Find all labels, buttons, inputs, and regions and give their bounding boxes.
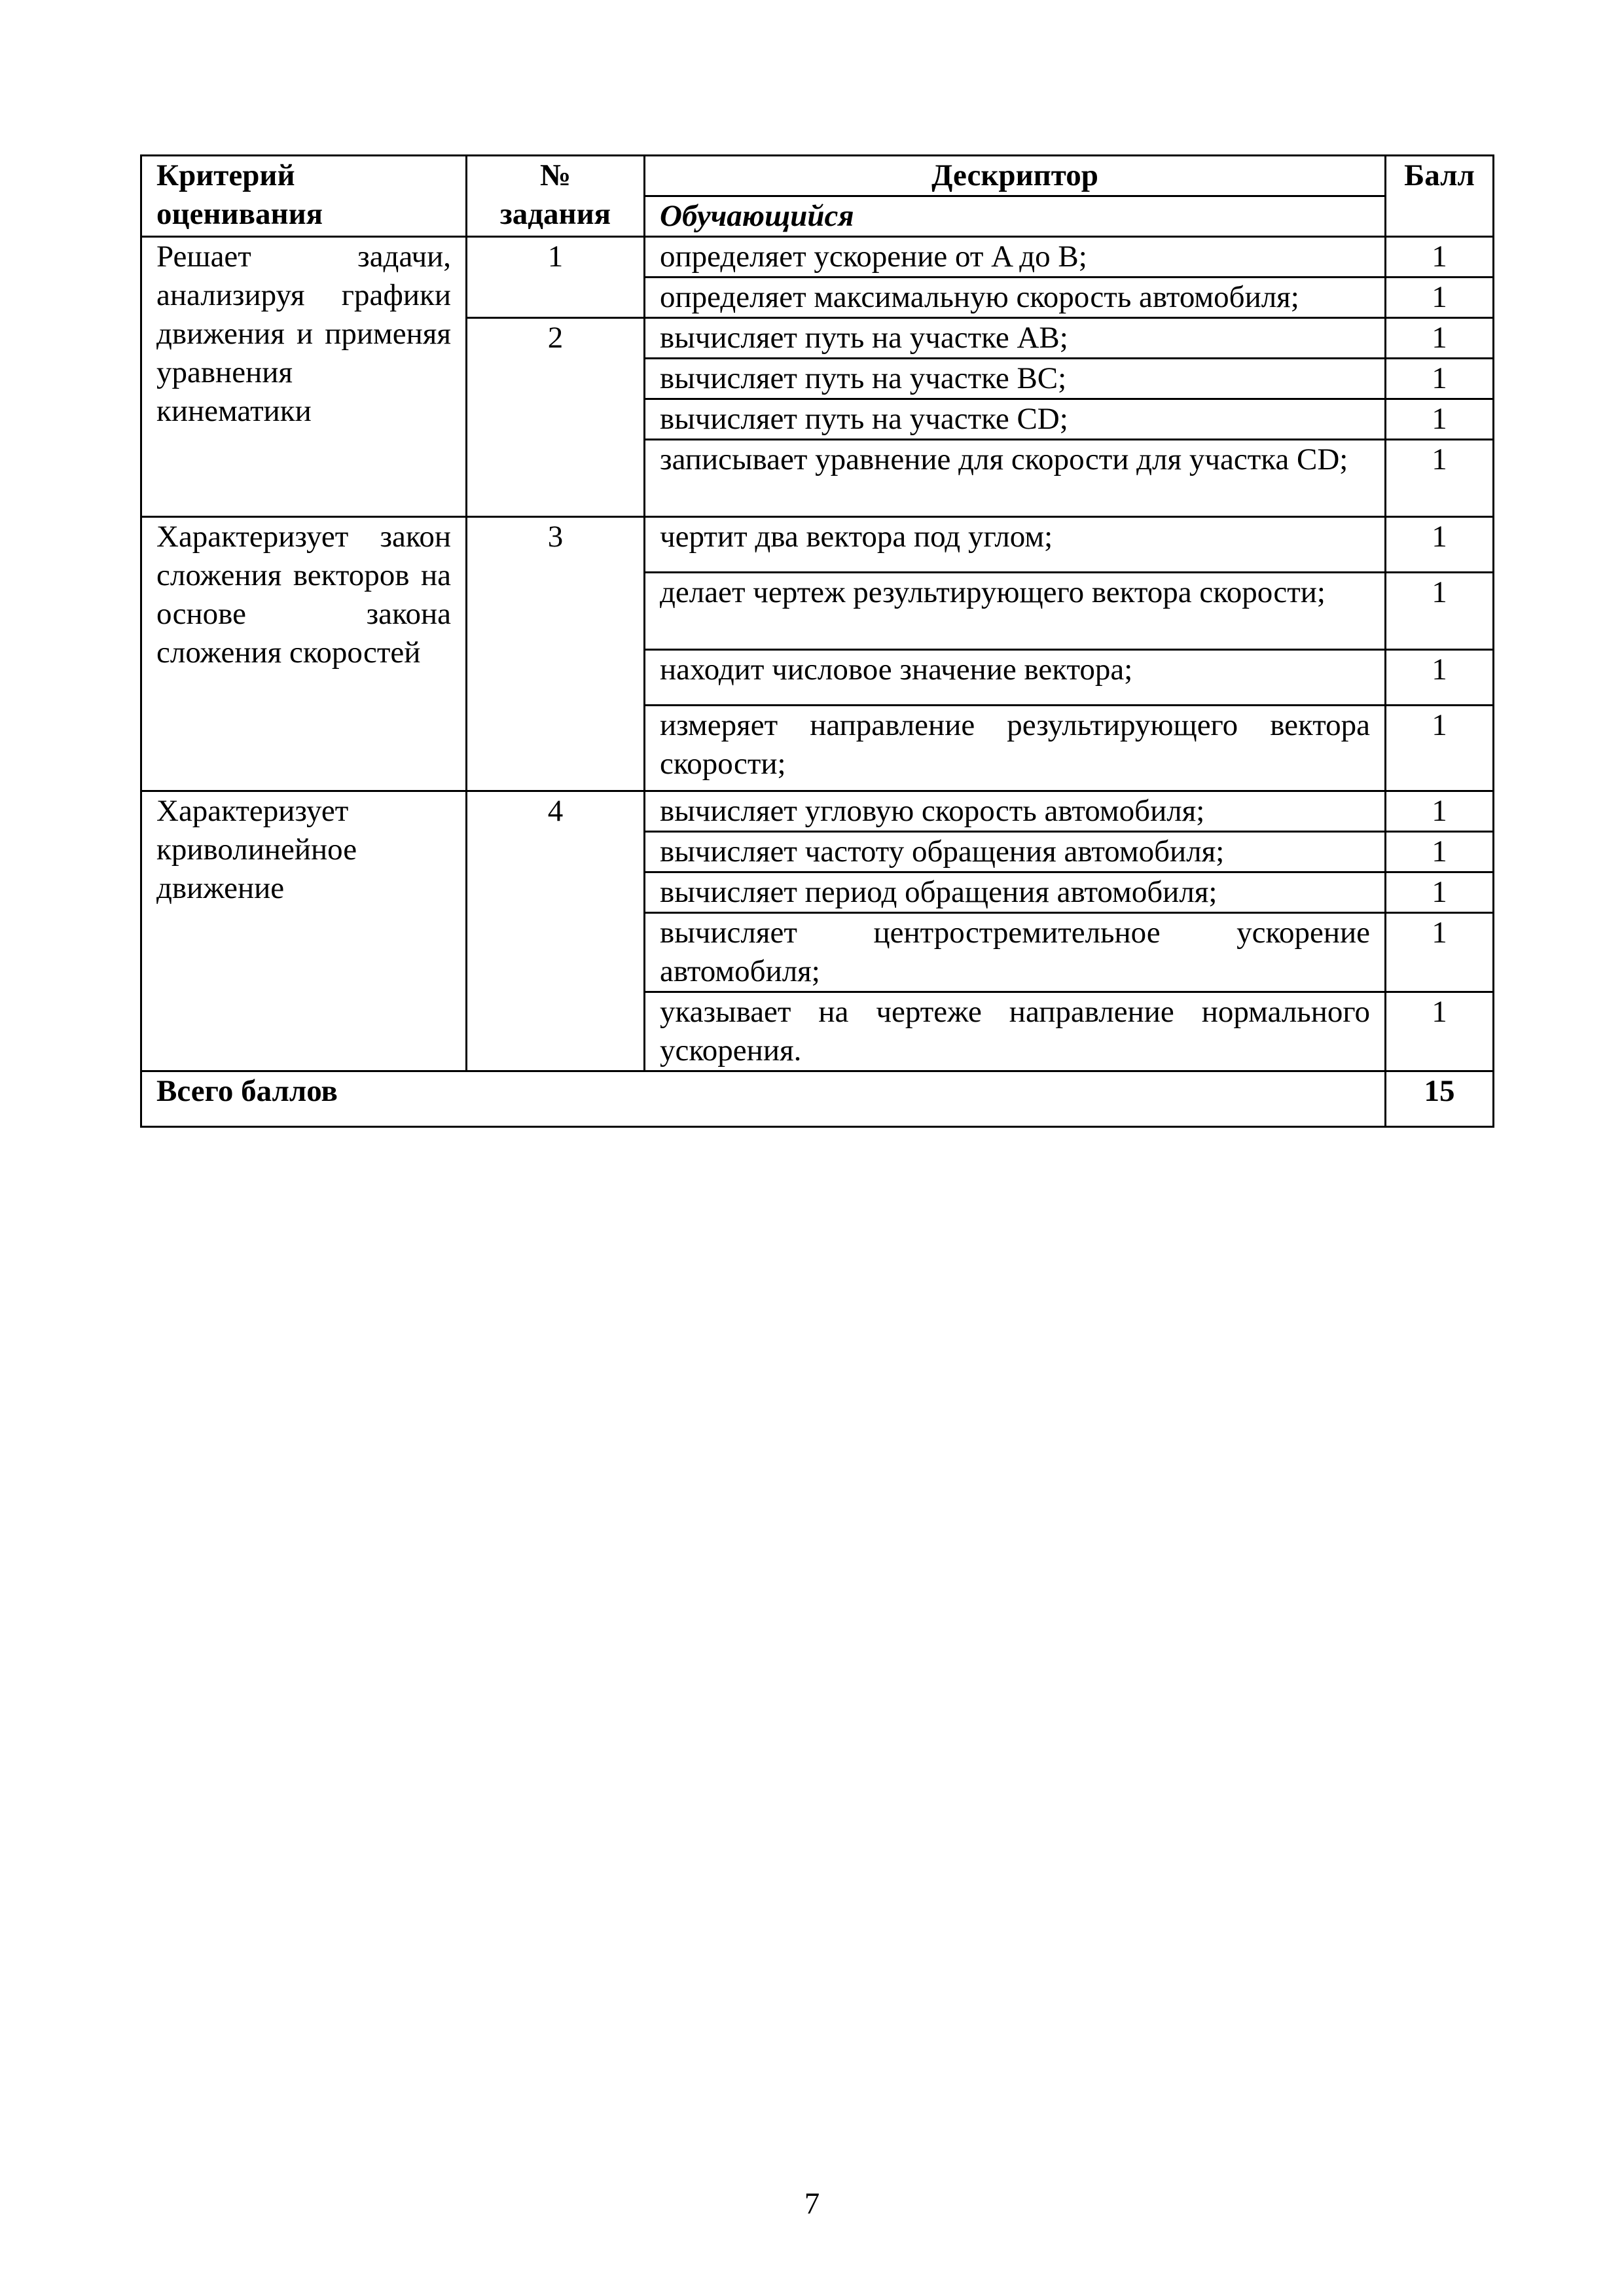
header-score: Балл xyxy=(1386,156,1494,237)
header-criterion: Критерий оценивания xyxy=(141,156,467,237)
score-cell: 1 xyxy=(1386,359,1494,399)
score-cell: 1 xyxy=(1386,913,1494,992)
descriptor-cell: вычисляет центростремительное ускорение автомобиля; xyxy=(645,913,1386,992)
total-value: 15 xyxy=(1386,1071,1494,1127)
criterion-cell: Характеризует закон сложения векторов на основе закона сложения скоростей xyxy=(141,517,467,791)
header-row xyxy=(141,156,1494,196)
descriptor-cell: записывает уравнение для скорости для участка CD; xyxy=(645,440,1386,517)
table-row xyxy=(141,517,1494,573)
criterion-cell: Характеризует криволинейное движение xyxy=(141,791,467,1071)
descriptor-cell: вычисляет угловую скорость автомобиля; xyxy=(645,791,1386,832)
rubric-body xyxy=(141,156,1494,1127)
header-descriptor-sub: Обучающийся xyxy=(645,196,1386,237)
header-task-number: № задания xyxy=(467,156,645,237)
descriptor-cell: делает чертеж результирующего вектора скорости; xyxy=(645,573,1386,650)
task-number-cell: 2 xyxy=(467,318,645,517)
score-cell: 1 xyxy=(1386,573,1494,650)
score-cell: 1 xyxy=(1386,318,1494,359)
total-label: Всего баллов xyxy=(141,1071,1386,1127)
score-cell: 1 xyxy=(1386,399,1494,440)
task-number-cell: 3 xyxy=(467,517,645,791)
criterion-cell: Решает задачи, анализируя графики движения и применяя уравнения кинематики xyxy=(141,237,467,517)
descriptor-cell: вычисляет частоту обращения автомобиля; xyxy=(645,832,1386,872)
table-row xyxy=(141,791,1494,832)
table-row xyxy=(141,237,1494,278)
page-number: 7 xyxy=(804,2187,820,2221)
score-cell: 1 xyxy=(1386,237,1494,278)
task-number-cell: 1 xyxy=(467,237,645,318)
descriptor-cell: вычисляет период обращения автомобиля; xyxy=(645,872,1386,913)
score-cell: 1 xyxy=(1386,278,1494,318)
task-number-cell: 4 xyxy=(467,791,645,1071)
descriptor-cell: находит числовое значение вектора; xyxy=(645,650,1386,706)
score-cell: 1 xyxy=(1386,992,1494,1071)
score-cell: 1 xyxy=(1386,706,1494,791)
score-cell: 1 xyxy=(1386,440,1494,517)
header-descriptor: Дескриптор xyxy=(645,156,1386,196)
descriptor-cell: вычисляет путь на участке CD; xyxy=(645,399,1386,440)
descriptor-cell: измеряет направление результирующего вектора скорости; xyxy=(645,706,1386,791)
descriptor-cell: вычисляет путь на участке BC; xyxy=(645,359,1386,399)
score-cell: 1 xyxy=(1386,832,1494,872)
descriptor-cell: определяет максимальную скорость автомобиля; xyxy=(645,278,1386,318)
descriptor-cell: вычисляет путь на участке AB; xyxy=(645,318,1386,359)
score-cell: 1 xyxy=(1386,517,1494,573)
descriptor-cell: чертит два вектора под углом; xyxy=(645,517,1386,573)
descriptor-cell: определяет ускорение от A до B; xyxy=(645,237,1386,278)
score-cell: 1 xyxy=(1386,791,1494,832)
score-cell: 1 xyxy=(1386,650,1494,706)
descriptor-cell: указывает на чертеже направление нормального ускорения. xyxy=(645,992,1386,1071)
total-row xyxy=(141,1071,1494,1127)
score-cell: 1 xyxy=(1386,872,1494,913)
assessment-rubric-table xyxy=(140,154,1494,1128)
